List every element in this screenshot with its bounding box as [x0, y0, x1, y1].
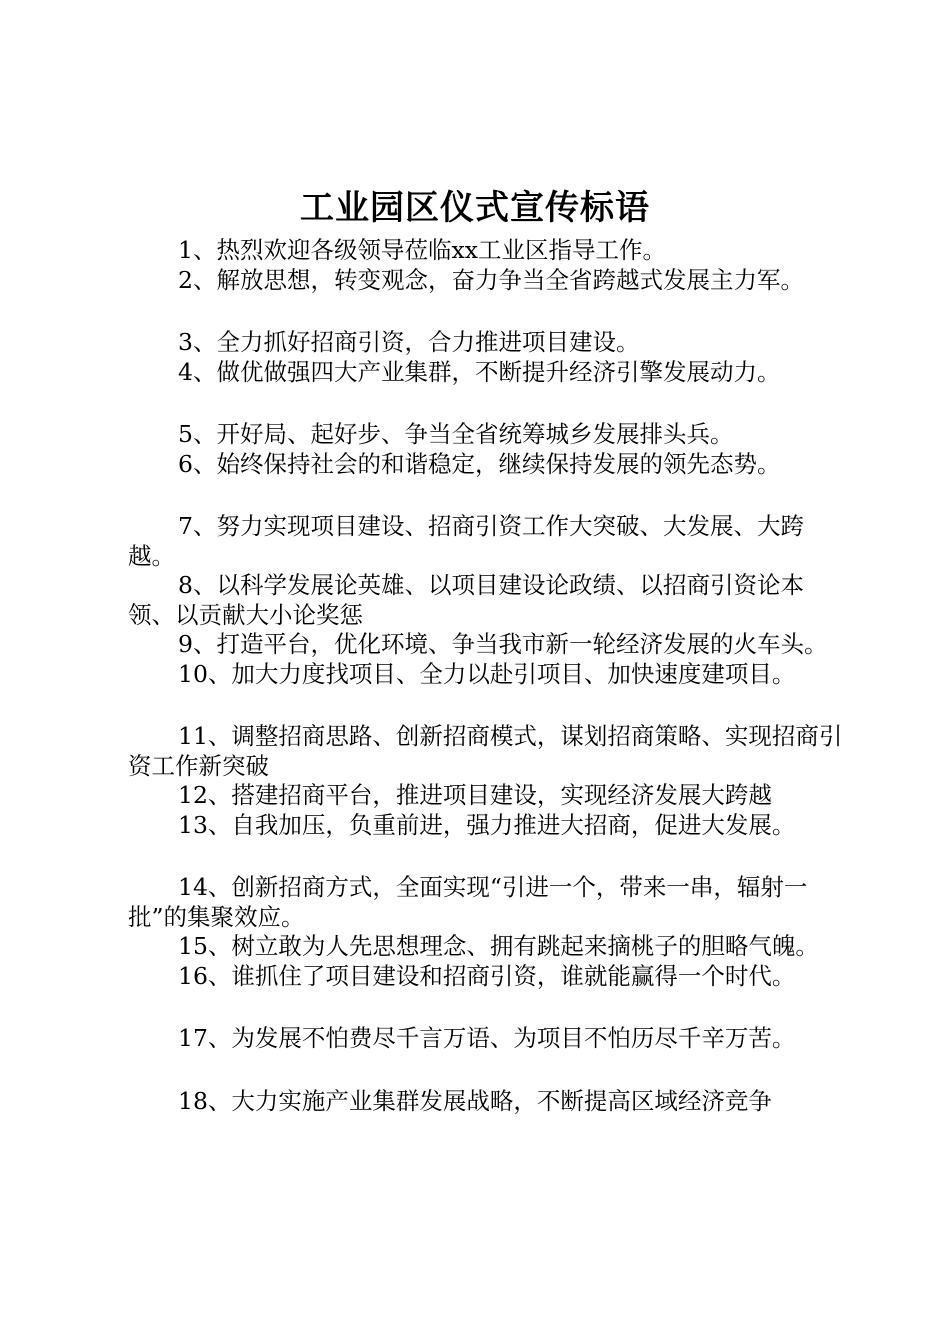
slogan-item-7: 7、努力实现项目建设、招商引资工作大突破、大发展、大跨越。 — [128, 512, 804, 570]
slogan-item-17: 17、为发展不怕费尽千言万语、为项目不怕历尽千辛万苦。 — [178, 1024, 796, 1052]
slogan-item-12: 12、搭建招商平台，推进项目建设，实现经济发展大跨越 — [178, 781, 772, 809]
slogan-item-15: 15、树立敢为人先思想理念、拥有跳起来摘桃子的胆略气魄。 — [178, 932, 819, 960]
slogan-item-1: 1、热烈欢迎各级领导莅临xx工业区指导工作。 — [178, 236, 666, 264]
slogan-item-11: 11、调整招商思路、创新招商模式，谋划招商策略、实现招商引资工作新突破 — [128, 722, 843, 780]
slogan-item-2: 2、解放思想，转变观念，奋力争当全省跨越式发展主力军。 — [178, 265, 804, 294]
slogan-item-13: 13、自我加压，负重前进，强力推进大招商，促进大发展。 — [178, 810, 796, 839]
document-title: 工业园区仪式宣传标语 — [300, 188, 650, 228]
slogan-item-18: 18、大力实施产业集群发展战略，不断提高区域经济竞争 — [178, 1086, 772, 1115]
slogan-list — [128, 236, 848, 1116]
slogan-item-10: 10、加大力度找项目、全力以赴引项目、加快速度建项目。 — [178, 659, 796, 688]
slogan-item-14: 14、创新招商方式，全面实现“引进一个，带来一串，辐射一批”的集聚效应。 — [128, 873, 808, 931]
slogan-item-16: 16、谁抓住了项目建设和招商引资，谁就能赢得一个时代。 — [178, 961, 796, 990]
slogan-item-9: 9、打造平台，优化环境、争当我市新一轮经济发展的火车头。 — [178, 630, 828, 658]
slogan-item-4: 4、做优做强四大产业集群，不断提升经济引擎发展动力。 — [178, 357, 781, 386]
slogan-item-6: 6、始终保持社会的和谐稳定，继续保持发展的领先态势。 — [178, 449, 781, 478]
slogan-item-5: 5、开好局、起好步、争当全省统筹城乡发展排头兵。 — [178, 420, 734, 448]
slogan-item-3: 3、全力抓好招商引资，合力推进项目建设。 — [178, 328, 640, 356]
slogan-item-8: 8、以科学发展论英雄、以项目建设论政绩、以招商引资论本领、以贡献大小论奖惩 — [128, 571, 804, 629]
